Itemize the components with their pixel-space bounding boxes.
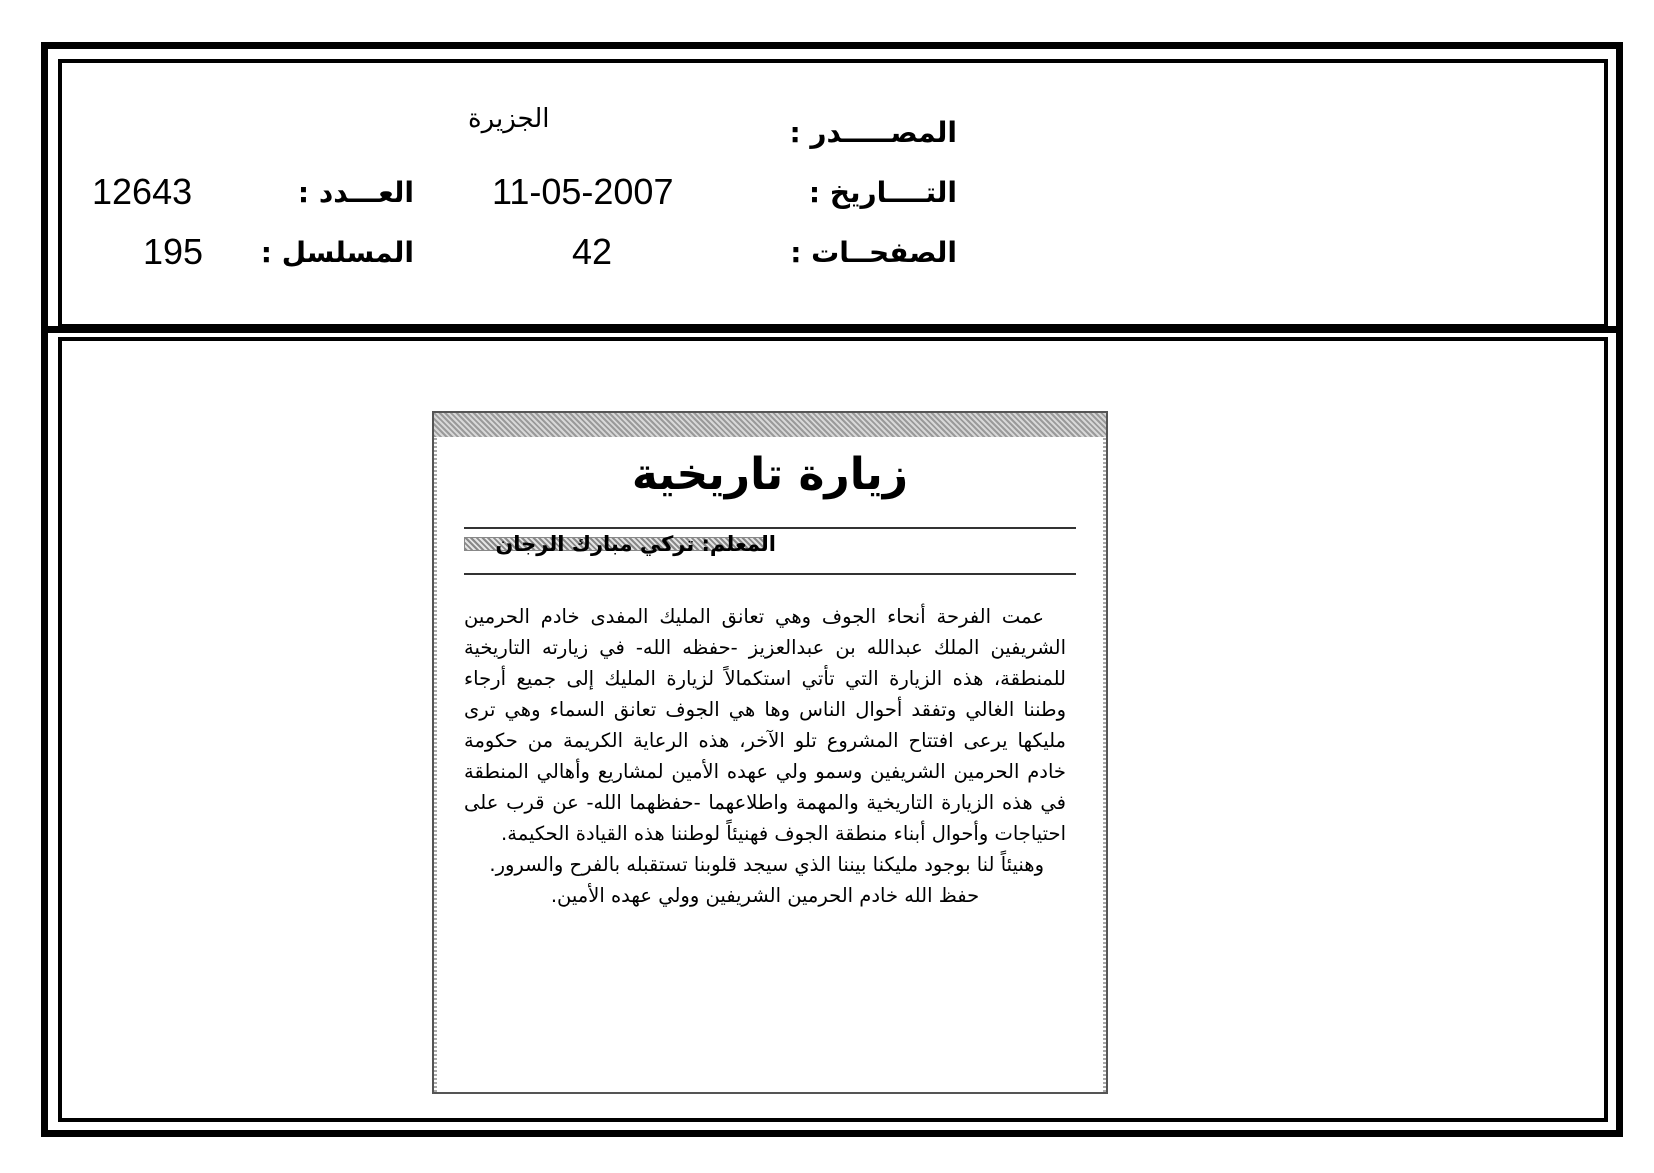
issue-label: العـــدد : — [297, 176, 414, 209]
clipping-right-edge — [1103, 437, 1106, 1092]
pages-value: 42 — [572, 231, 613, 272]
article-paragraph: عمت الفرحة أنحاء الجوف وهي تعانق المليك المفدى خادم الحرمين الشريفين الملك عبدالله بن عبدالعزيز -حفظه الله- في زيارته التاريخية للمنطقة، هذه الزيارة التي تأتي استكمالاً لزيارة المليك إلى جميع أرجاء وطننا الغالي وتفقد أحوال الناس وها هي الجوف تعانق السماء وهي ترى مليكها يرعى افتتاح المشروع تلو الآخر، هذه الرعاية الكريمة من حكومة خادم الحرمين الشريفين وسمو ولي عهده الأمين لمشاريع وأهالي المنطقة في هذه الزيارة التاريخية والمهمة واطلاعهما -حفظهما الله- عن قرب على احتياجات وأحوال أبناء منطقة الجوف فهنيئاً لوطننا هذه القيادة الحكيمة. — [464, 605, 1066, 845]
issue-value: 12643 — [92, 171, 193, 212]
source-value: الجزيرة — [468, 104, 550, 134]
serial-value: 195 — [143, 231, 204, 272]
article-byline: المعلم: تركي مبارك الرجان — [495, 532, 776, 556]
article-closing: حفظ الله خادم الحرمين الشريفين وولي عهده الأمين. — [550, 884, 980, 907]
clipping-left-edge — [434, 437, 437, 1092]
serial-label: المسلسل : — [260, 236, 414, 269]
byline-rule-bottom — [464, 573, 1076, 575]
date-value: 11-05-2007 — [492, 171, 674, 212]
newspaper-clipping — [432, 411, 1108, 1094]
article-paragraph: وهنيئاً لنا بوجود مليكنا بيننا الذي سيجد قلوبنا تستقبله بالفرح والسرور. — [489, 853, 1044, 876]
byline-rule-top — [464, 527, 1076, 529]
article-headline: زيارة تاريخية — [631, 449, 909, 500]
pages-label: الصفحــات : — [790, 236, 957, 269]
clipping-top-band — [434, 413, 1106, 437]
date-label: التــــاريخ : — [808, 176, 957, 209]
header-divider — [41, 326, 1623, 333]
source-label: المصـــــدر : — [789, 116, 957, 149]
article-body — [464, 601, 1066, 911]
